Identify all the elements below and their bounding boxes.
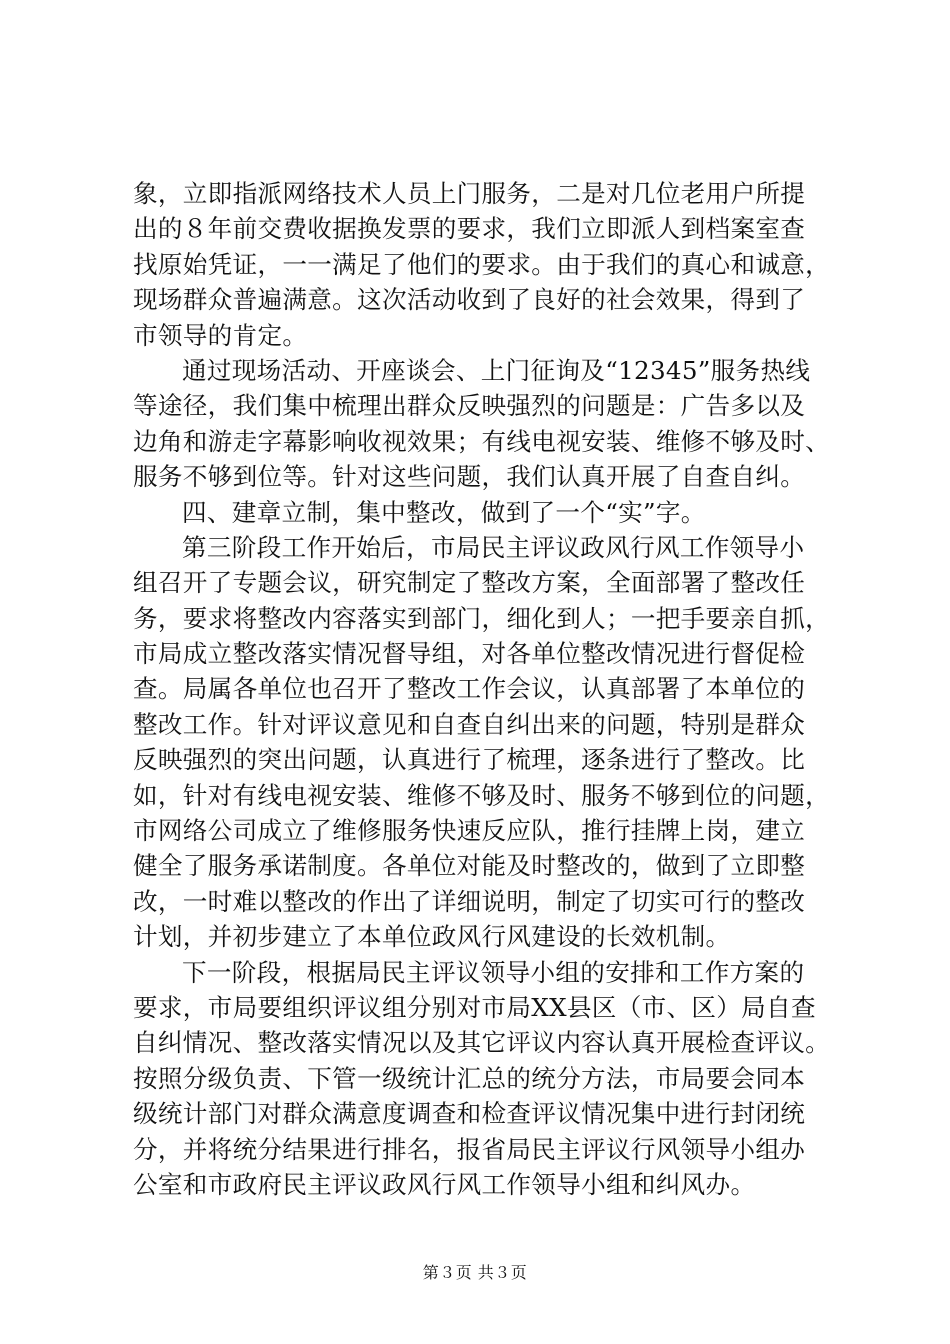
- text-line: [133, 671, 833, 706]
- line-text: 现场群众普遍满意。这次活动收到了良好的社会效果，得到了: [133, 285, 806, 315]
- text-line: [133, 919, 833, 954]
- text-line: [133, 813, 833, 848]
- text-line: [133, 247, 833, 282]
- line-text: 计划，并初步建立了本单位政风行风建设的长效机制。: [133, 922, 731, 952]
- paragraph-start-line: [133, 955, 833, 990]
- line-text: 下一阶段，根据局民主评议领导小组的安排和工作方案的: [182, 957, 805, 987]
- line-text: 出的８年前交费收据换发票的要求，我们立即派人到档案室查: [133, 214, 806, 244]
- line-text: 市领导的肯定。: [133, 320, 308, 350]
- text-line: [133, 1061, 833, 1096]
- page-number-label: 第３页 共３页: [422, 1263, 528, 1282]
- text-line: [133, 636, 833, 671]
- line-text: 边角和游走字幕影响收视效果；有线电视安装、维修不够及时、: [133, 426, 831, 456]
- text-line: [133, 282, 833, 317]
- line-text: 找原始凭证，一一满足了他们的要求。由于我们的真心和诚意，: [133, 249, 831, 279]
- line-text: 健全了服务承诺制度。各单位对能及时整改的，做到了立即整: [133, 851, 806, 881]
- line-text: 象，立即指派网络技术人员上门服务，二是对几位老用户所提: [133, 179, 806, 208]
- line-text: 分，并将统分结果进行排名，报省局民主评议行风领导小组办: [133, 1134, 806, 1164]
- text-line: [133, 565, 833, 600]
- line-text: 市局成立整改落实情况督导组，对各单位整改情况进行督促检: [133, 639, 806, 669]
- line-text: 第三阶段工作开始后，市局民主评议政风行风工作领导小: [182, 532, 805, 562]
- line-text: 自纠情况、整改落实情况以及其它评议内容认真开展检查评议。: [133, 1028, 831, 1058]
- paragraph-start-line: [133, 353, 833, 388]
- text-line: [133, 1167, 833, 1202]
- text-line: [133, 459, 833, 494]
- line-text: 公室和市政府民主评议政风行风工作领导小组和纠风办。: [133, 1169, 756, 1199]
- paragraph-start-line: [133, 530, 833, 565]
- line-text: 改，一时难以整改的作出了详细说明，制定了切实可行的整改: [133, 886, 806, 916]
- line-text: 组召开了专题会议，研究制定了整改方案，全面部署了整改任: [133, 568, 806, 598]
- text-line: [133, 742, 833, 777]
- line-text: 要求，市局要组织评议组分别对市局XX县区（市、区）局自查: [133, 992, 816, 1022]
- text-line: [133, 778, 833, 813]
- section-heading-line: [133, 495, 833, 530]
- text-line: [133, 601, 833, 636]
- line-text: 反映强烈的突出问题，认真进行了梳理，逐条进行了整改。比: [133, 745, 806, 775]
- text-line: [133, 211, 833, 246]
- text-line: [133, 707, 833, 742]
- line-text: 如，针对有线电视安装、维修不够及时、服务不够到位的问题，: [133, 780, 831, 810]
- page-footer: [0, 1263, 950, 1283]
- line-text: 务，要求将整改内容落实到部门，细化到人；一把手要亲自抓，: [133, 603, 831, 633]
- body-text: [133, 176, 833, 1202]
- text-line: [133, 990, 833, 1025]
- line-text: 通过现场活动、开座谈会、上门征询及“12345”服务热线: [182, 355, 811, 385]
- line-text: 按照分级负责、下管一级统计汇总的统分方法，市局要会同本: [133, 1063, 806, 1093]
- line-text: 等途径，我们集中梳理出群众反映强烈的问题是：广告多以及: [133, 391, 806, 421]
- text-line: [133, 424, 833, 459]
- text-line: [133, 848, 833, 883]
- line-text: 服务不够到位等。针对这些问题，我们认真开展了自查自纠。: [133, 462, 806, 492]
- section-heading: 四、建章立制，集中整改，做到了一个“实”字。: [182, 497, 706, 527]
- text-line: [133, 1132, 833, 1167]
- text-line: [133, 1096, 833, 1131]
- text-line: [133, 318, 833, 353]
- text-line: [133, 884, 833, 919]
- text-line: [133, 1025, 833, 1060]
- line-text: 级统计部门对群众满意度调查和检查评议情况集中进行封闭统: [133, 1099, 806, 1129]
- line-text: 查。局属各单位也召开了整改工作会议，认真部署了本单位的: [133, 674, 806, 704]
- text-line: [133, 176, 833, 211]
- text-line: [133, 388, 833, 423]
- line-text: 整改工作。针对评议意见和自查自纠出来的问题，特别是群众: [133, 709, 806, 739]
- line-text: 市网络公司成立了维修服务快速反应队，推行挂牌上岗，建立: [133, 816, 806, 846]
